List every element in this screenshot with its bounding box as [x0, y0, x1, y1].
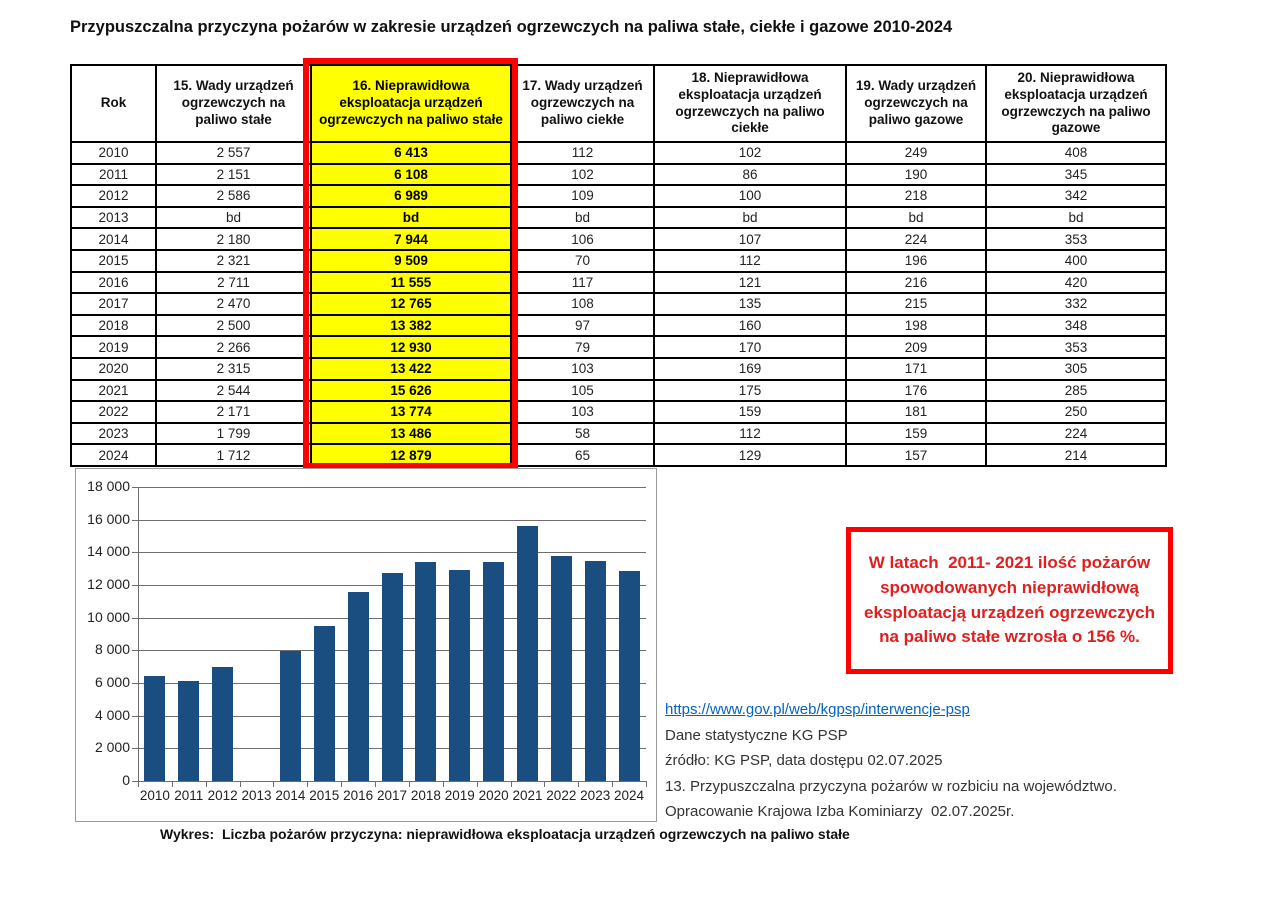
- value-cell: 108: [511, 293, 654, 315]
- value-cell: 65: [511, 444, 654, 466]
- bar-2019: [449, 570, 470, 781]
- x-axis-label: 2013: [241, 788, 272, 803]
- value-cell: 190: [846, 164, 986, 186]
- x-axis-label: 2010: [139, 788, 170, 803]
- table-row: [71, 293, 1166, 315]
- value-cell: 332: [986, 293, 1166, 315]
- value-cell: 224: [986, 423, 1166, 445]
- value-cell: 345: [986, 164, 1166, 186]
- x-tick: [206, 781, 207, 787]
- x-tick: [544, 781, 545, 787]
- y-axis-label: 8 000: [94, 641, 130, 658]
- year-cell: 2014: [71, 228, 156, 250]
- y-axis-label: 10 000: [87, 608, 130, 625]
- table-row: [71, 315, 1166, 337]
- value-cell: 348: [986, 315, 1166, 337]
- value-cell: 13 422: [311, 358, 511, 380]
- year-cell: 2020: [71, 358, 156, 380]
- source-lines: [665, 723, 1117, 825]
- value-cell: bd: [511, 207, 654, 229]
- y-axis-label: 2 000: [94, 739, 130, 756]
- value-cell: 2 557: [156, 142, 311, 164]
- annotation-line: spowodowanych nieprawidłową: [880, 577, 1139, 597]
- value-cell: 170: [654, 336, 846, 358]
- value-cell: 1 712: [156, 444, 311, 466]
- y-axis-label: 6 000: [94, 674, 130, 690]
- x-axis: [138, 781, 646, 782]
- value-cell: 408: [986, 142, 1166, 164]
- value-cell: 102: [654, 142, 846, 164]
- column-header: 19. Wady urządzeń ogrzewczych na paliwo gazowe: [846, 65, 986, 142]
- chart-caption: Wykres: Liczba pożarów przyczyna: nieprawidłowa eksploatacja urządzeń ogrzewczych na paliwo stałe: [160, 826, 850, 842]
- y-gridline: [138, 520, 646, 521]
- value-cell: 198: [846, 315, 986, 337]
- value-cell: bd: [654, 207, 846, 229]
- table-row: [71, 228, 1166, 250]
- value-cell: 2 500: [156, 315, 311, 337]
- column-header: 15. Wady urządzeń ogrzewczych na paliwo stałe: [156, 65, 311, 142]
- bar-2018: [415, 562, 436, 781]
- value-cell: 6 413: [311, 142, 511, 164]
- x-tick: [578, 781, 579, 787]
- year-cell: 2018: [71, 315, 156, 337]
- bar-2017: [382, 573, 403, 781]
- table-row: [71, 423, 1166, 445]
- column-header: 17. Wady urządzeń ogrzewczych na paliwo ciekłe: [511, 65, 654, 142]
- bar-2021: [517, 526, 538, 781]
- value-cell: 70: [511, 250, 654, 272]
- value-cell: 285: [986, 380, 1166, 402]
- value-cell: 106: [511, 228, 654, 250]
- value-cell: 157: [846, 444, 986, 466]
- value-cell: bd: [156, 207, 311, 229]
- value-cell: 250: [986, 401, 1166, 423]
- bar-2024: [619, 571, 640, 781]
- annotation-line: eksploatacją urządzeń ogrzewczych: [864, 602, 1155, 622]
- bar-2014: [280, 651, 301, 781]
- x-tick: [511, 781, 512, 787]
- value-cell: 15 626: [311, 380, 511, 402]
- value-cell: 105: [511, 380, 654, 402]
- x-tick: [646, 781, 647, 787]
- value-cell: 97: [511, 315, 654, 337]
- y-gridline: [138, 552, 646, 553]
- value-cell: 2 171: [156, 401, 311, 423]
- value-cell: 209: [846, 336, 986, 358]
- x-tick: [375, 781, 376, 787]
- x-axis-label: 2021: [512, 788, 543, 803]
- value-cell: 159: [846, 423, 986, 445]
- value-cell: 176: [846, 380, 986, 402]
- year-cell: 2015: [71, 250, 156, 272]
- value-cell: 13 382: [311, 315, 511, 337]
- table-row: [71, 444, 1166, 466]
- x-tick: [172, 781, 173, 787]
- value-cell: 79: [511, 336, 654, 358]
- year-cell: 2012: [71, 185, 156, 207]
- bar-2011: [178, 681, 199, 781]
- column-header: 20. Nieprawidłowa eksploatacja urządzeń ogrzewczych na paliwo gazowe: [986, 65, 1166, 142]
- x-axis-label: 2020: [478, 788, 509, 803]
- value-cell: 6 989: [311, 185, 511, 207]
- value-cell: 216: [846, 272, 986, 294]
- value-cell: 175: [654, 380, 846, 402]
- value-cell: 249: [846, 142, 986, 164]
- value-cell: 160: [654, 315, 846, 337]
- value-cell: 215: [846, 293, 986, 315]
- value-cell: 2 586: [156, 185, 311, 207]
- value-cell: 214: [986, 444, 1166, 466]
- value-cell: 2 711: [156, 272, 311, 294]
- source-line: 13. Przypuszczalna przyczyna pożarów w rozbiciu na województwo.: [665, 777, 1117, 795]
- year-cell: 2016: [71, 272, 156, 294]
- bar-2012: [212, 667, 233, 781]
- x-axis-label: 2011: [174, 788, 204, 803]
- value-cell: 2 315: [156, 358, 311, 380]
- x-axis-label: 2019: [444, 788, 475, 803]
- value-cell: 1 799: [156, 423, 311, 445]
- x-axis-label: 2023: [580, 788, 611, 803]
- x-axis-label: 2022: [546, 788, 577, 803]
- bar-chart: [75, 468, 657, 822]
- y-axis-label: 0: [122, 772, 130, 788]
- x-axis-label: 2016: [343, 788, 374, 803]
- value-cell: 121: [654, 272, 846, 294]
- x-axis-label: 2015: [309, 788, 340, 803]
- x-tick: [612, 781, 613, 787]
- value-cell: 112: [511, 142, 654, 164]
- year-cell: 2021: [71, 380, 156, 402]
- value-cell: 2 544: [156, 380, 311, 402]
- x-tick: [477, 781, 478, 787]
- source-line: Opracowanie Krajowa Izba Kominiarzy 02.07.2025r.: [665, 803, 1015, 820]
- value-cell: 117: [511, 272, 654, 294]
- annotation-line: na paliwo stałe wzrosła o 156 %.: [879, 627, 1140, 647]
- x-tick: [341, 781, 342, 787]
- source-link[interactable]: https://www.gov.pl/web/kgpsp/interwencje-psp: [665, 701, 970, 718]
- bar-2016: [348, 592, 369, 781]
- x-tick: [409, 781, 410, 787]
- value-cell: 112: [654, 423, 846, 445]
- value-cell: 107: [654, 228, 846, 250]
- x-tick: [138, 781, 139, 787]
- column-header: 18. Nieprawidłowa eksploatacja urządzeń ogrzewczych na paliwo ciekłe: [654, 65, 846, 142]
- fire-causes-table: [70, 64, 1167, 467]
- year-cell: 2019: [71, 336, 156, 358]
- value-cell: 109: [511, 185, 654, 207]
- value-cell: 12 879: [311, 444, 511, 466]
- value-cell: 2 470: [156, 293, 311, 315]
- value-cell: 2 266: [156, 336, 311, 358]
- value-cell: 342: [986, 185, 1166, 207]
- year-cell: 2024: [71, 444, 156, 466]
- table-row: [71, 358, 1166, 380]
- y-axis-label: 16 000: [87, 510, 130, 527]
- value-cell: 305: [986, 358, 1166, 380]
- year-cell: 2011: [71, 164, 156, 186]
- value-cell: 2 321: [156, 250, 311, 272]
- year-cell: 2010: [71, 142, 156, 164]
- x-tick: [273, 781, 274, 787]
- value-cell: 2 151: [156, 164, 311, 186]
- y-gridline: [138, 487, 646, 488]
- table-row: [71, 185, 1166, 207]
- column-header: 16. Nieprawidłowa eksploatacja urządzeń ogrzewczych na paliwo stałe: [311, 65, 511, 142]
- bar-2015: [314, 626, 335, 781]
- table-row: [71, 207, 1166, 229]
- value-cell: 218: [846, 185, 986, 207]
- value-cell: 58: [511, 423, 654, 445]
- sources-block: [665, 697, 1117, 825]
- value-cell: 171: [846, 358, 986, 380]
- bar-2010: [144, 676, 165, 781]
- value-cell: 400: [986, 250, 1166, 272]
- year-cell: 2017: [71, 293, 156, 315]
- x-axis-label: 2024: [614, 788, 645, 803]
- y-axis-label: 12 000: [87, 576, 130, 592]
- annotation-line: W latach 2011- 2021 ilość pożarów: [868, 553, 1151, 573]
- table-body: [71, 142, 1166, 466]
- bar-2023: [585, 561, 606, 781]
- table-row: [71, 336, 1166, 358]
- table-row: [71, 272, 1166, 294]
- value-cell: bd: [986, 207, 1166, 229]
- value-cell: 7 944: [311, 228, 511, 250]
- value-cell: 135: [654, 293, 846, 315]
- year-cell: 2023: [71, 423, 156, 445]
- value-cell: 169: [654, 358, 846, 380]
- value-cell: 353: [986, 336, 1166, 358]
- x-tick: [443, 781, 444, 787]
- value-cell: 196: [846, 250, 986, 272]
- source-line: Dane statystyczne KG PSP: [665, 726, 848, 744]
- value-cell: 6 108: [311, 164, 511, 186]
- y-axis-label: 14 000: [87, 543, 130, 560]
- bar-2020: [483, 562, 504, 781]
- value-cell: bd: [846, 207, 986, 229]
- value-cell: 12 930: [311, 336, 511, 358]
- value-cell: 420: [986, 272, 1166, 294]
- value-cell: 13 774: [311, 401, 511, 423]
- value-cell: 12 765: [311, 293, 511, 315]
- x-tick: [307, 781, 308, 787]
- table-row: [71, 401, 1166, 423]
- x-axis-label: 2014: [275, 788, 306, 803]
- table-row: [71, 142, 1166, 164]
- value-cell: 159: [654, 401, 846, 423]
- bar-2022: [551, 556, 572, 781]
- table-header: [71, 65, 1166, 142]
- y-axis-label: 4 000: [94, 706, 130, 723]
- table-header-row: [71, 65, 1166, 142]
- value-cell: 102: [511, 164, 654, 186]
- value-cell: 112: [654, 250, 846, 272]
- value-cell: 13 486: [311, 423, 511, 445]
- value-cell: 86: [654, 164, 846, 186]
- y-axis-label: 18 000: [87, 478, 130, 494]
- year-cell: 2013: [71, 207, 156, 229]
- source-line: źródło: KG PSP, data dostępu 02.07.2025: [665, 752, 943, 769]
- value-cell: 2 180: [156, 228, 311, 250]
- value-cell: 224: [846, 228, 986, 250]
- value-cell: 181: [846, 401, 986, 423]
- column-header: Rok: [71, 65, 156, 142]
- x-axis-label: 2018: [410, 788, 441, 803]
- table-row: [71, 164, 1166, 186]
- y-axis: [138, 487, 139, 781]
- value-cell: 100: [654, 185, 846, 207]
- x-axis-label: 2017: [376, 788, 408, 803]
- value-cell: 129: [654, 444, 846, 466]
- source-link-line: [665, 697, 1117, 723]
- page-title: Przypuszczalna przyczyna pożarów w zakresie urządzeń ogrzewczych na paliwa stałe, ciekłe i gazowe 2010-2024: [70, 18, 953, 36]
- value-cell: 103: [511, 358, 654, 380]
- value-cell: 11 555: [311, 272, 511, 294]
- annotation-box: [846, 527, 1173, 674]
- value-cell: 103: [511, 401, 654, 423]
- value-cell: bd: [311, 207, 511, 229]
- year-cell: 2022: [71, 401, 156, 423]
- value-cell: 9 509: [311, 250, 511, 272]
- table-row: [71, 250, 1166, 272]
- x-tick: [240, 781, 241, 787]
- x-axis-label: 2012: [207, 788, 238, 803]
- value-cell: 353: [986, 228, 1166, 250]
- table-row: [71, 380, 1166, 402]
